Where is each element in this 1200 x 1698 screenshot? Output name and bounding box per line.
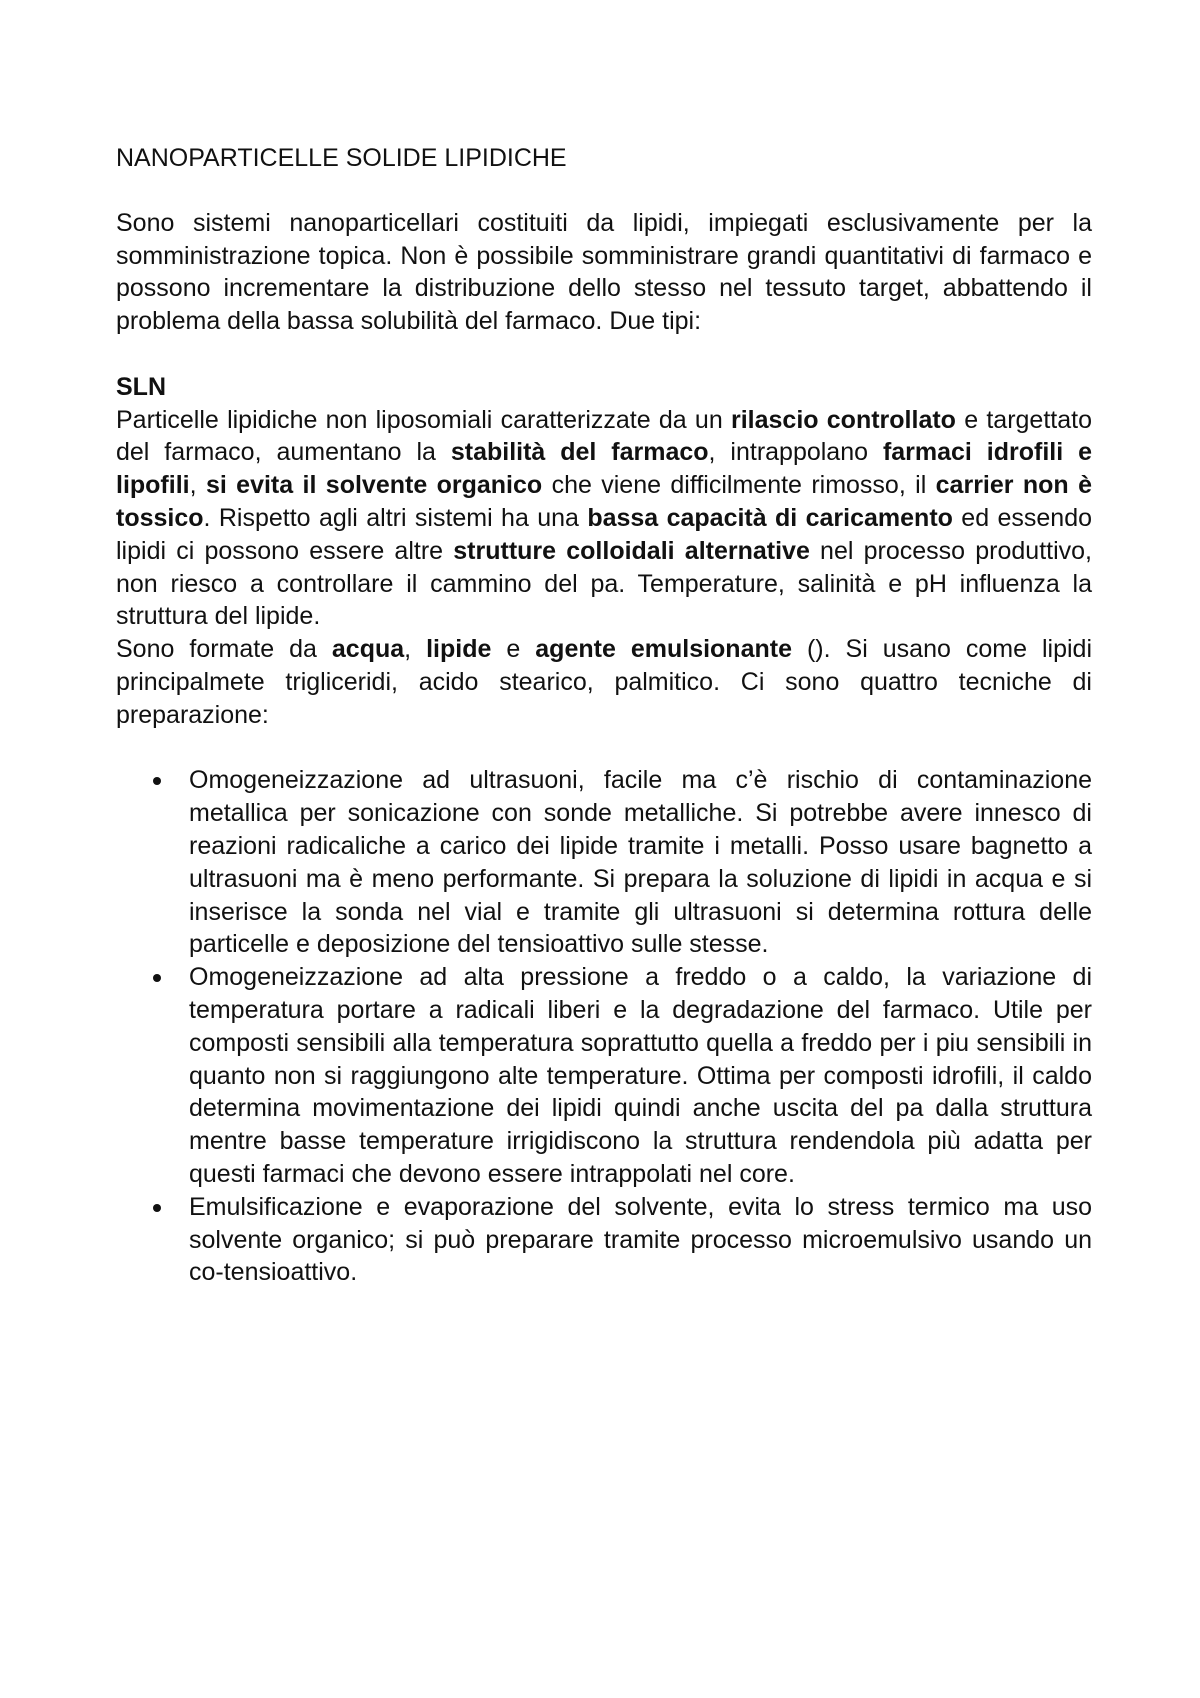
document-title: NANOPARTICELLE SOLIDE LIPIDICHE bbox=[116, 144, 567, 172]
bold-term: agente emulsionante bbox=[535, 635, 792, 664]
list-item bbox=[116, 961, 1092, 1191]
document-body bbox=[116, 142, 1092, 1289]
bold-term: lipide bbox=[426, 635, 492, 664]
text-run: , intrappolano bbox=[708, 438, 883, 467]
list-item bbox=[116, 764, 1092, 961]
section-heading: SLN bbox=[116, 372, 166, 401]
list-item-text: Emulsificazione e evaporazione del solvente, evita lo stress termico ma uso solvente organico; si può preparare tramite processo microemulsivo usando un co-tensioattivo. bbox=[189, 1192, 1092, 1287]
list-item bbox=[116, 1191, 1092, 1289]
bold-term: si evita il solvente organico bbox=[205, 471, 543, 500]
bold-term: rilascio controllato bbox=[730, 405, 956, 434]
spacer bbox=[116, 338, 1092, 371]
text-run: , bbox=[189, 471, 206, 500]
bold-term: acqua bbox=[331, 635, 405, 664]
list-item-text: Omogeneizzazione ad ultrasuoni, facile ma c’è rischio di contaminazione metallica per sonicazione con sonde metalliche. Si potrebbe avere innesco di reazioni radicaliche a carico dei lipide tramite i metalli. Posso usare bagnetto a ultrasuoni ma è meno performante. Si prepara la soluzione di lipidi in acqua e si inserisce la sonda nel vial e tramite gli ultrasuoni si determina rottura delle particelle e deposizione del tensioattivo sulle stesse. bbox=[189, 766, 1092, 959]
bold-term: farmaci idrofili e lipofili bbox=[116, 438, 1092, 500]
bullet-icon bbox=[153, 777, 161, 785]
composition-paragraph bbox=[116, 633, 1092, 731]
techniques-list bbox=[116, 764, 1092, 1289]
text-run: (). Si usano come lipidi principalmete trigliceridi, acido stearico, palmitico. Ci sono quattro tecniche di preparazione: bbox=[116, 635, 1093, 729]
text-run: ed essendo lipidi ci possono essere altre bbox=[116, 503, 1093, 565]
text-run: e targettato del farmaco, aumentano la bbox=[116, 405, 1092, 467]
sln-description-paragraph bbox=[116, 404, 1092, 634]
text-run: , bbox=[404, 635, 427, 664]
intro-paragraph: Sono sistemi nanoparticellari costituiti da lipidi, impiegati esclusivamente per la somministrazione topica. Non è possibile somministrare grandi quantitativi di farmaco e possono incrementare la distribuzione dello stesso nel tessuto target, abbattendo il problema della bassa solubilità del farmaco. Due tipi: bbox=[116, 208, 1092, 336]
text-run: . Rispetto agli altri sistemi ha una bbox=[203, 503, 588, 532]
spacer bbox=[116, 732, 1092, 765]
bold-term: stabilità del farmaco bbox=[450, 438, 709, 467]
text-run: nel processo produttivo, non riesco a controllare il cammino del pa. Temperature, salinità e pH influenza la struttura del lipide. bbox=[116, 536, 1092, 631]
text-run: e bbox=[491, 635, 536, 664]
list-item-text: Omogeneizzazione ad alta pressione a freddo o a caldo, la variazione di temperatura portare a radicali liberi e la degradazione del farmaco. Utile per composti sensibili alla temperatura soprattutto quella a freddo per i piu sensibili in quanto non si raggiungono alte temperature. Ottima per composti idrofili, il caldo determina movimentazione dei lipidi quindi anche uscita del pa dalla struttura mentre basse temperature irrigidiscono la struttura rendendola più adatta per questi farmaci che devono essere intrappolati nel core. bbox=[189, 963, 1092, 1188]
bold-term: bassa capacità di caricamento bbox=[587, 503, 953, 532]
bullet-icon bbox=[153, 1204, 161, 1212]
text-run: Particelle lipidiche non liposomiali caratterizzate da un bbox=[116, 405, 731, 434]
bold-term: strutture colloidali alternative bbox=[453, 536, 810, 565]
text-run: Sono formate da bbox=[116, 635, 332, 664]
text-run: che viene difficilmente rimosso, il bbox=[542, 471, 936, 500]
bold-term: carrier non è tossico bbox=[116, 471, 1092, 532]
bullet-icon bbox=[153, 974, 161, 982]
